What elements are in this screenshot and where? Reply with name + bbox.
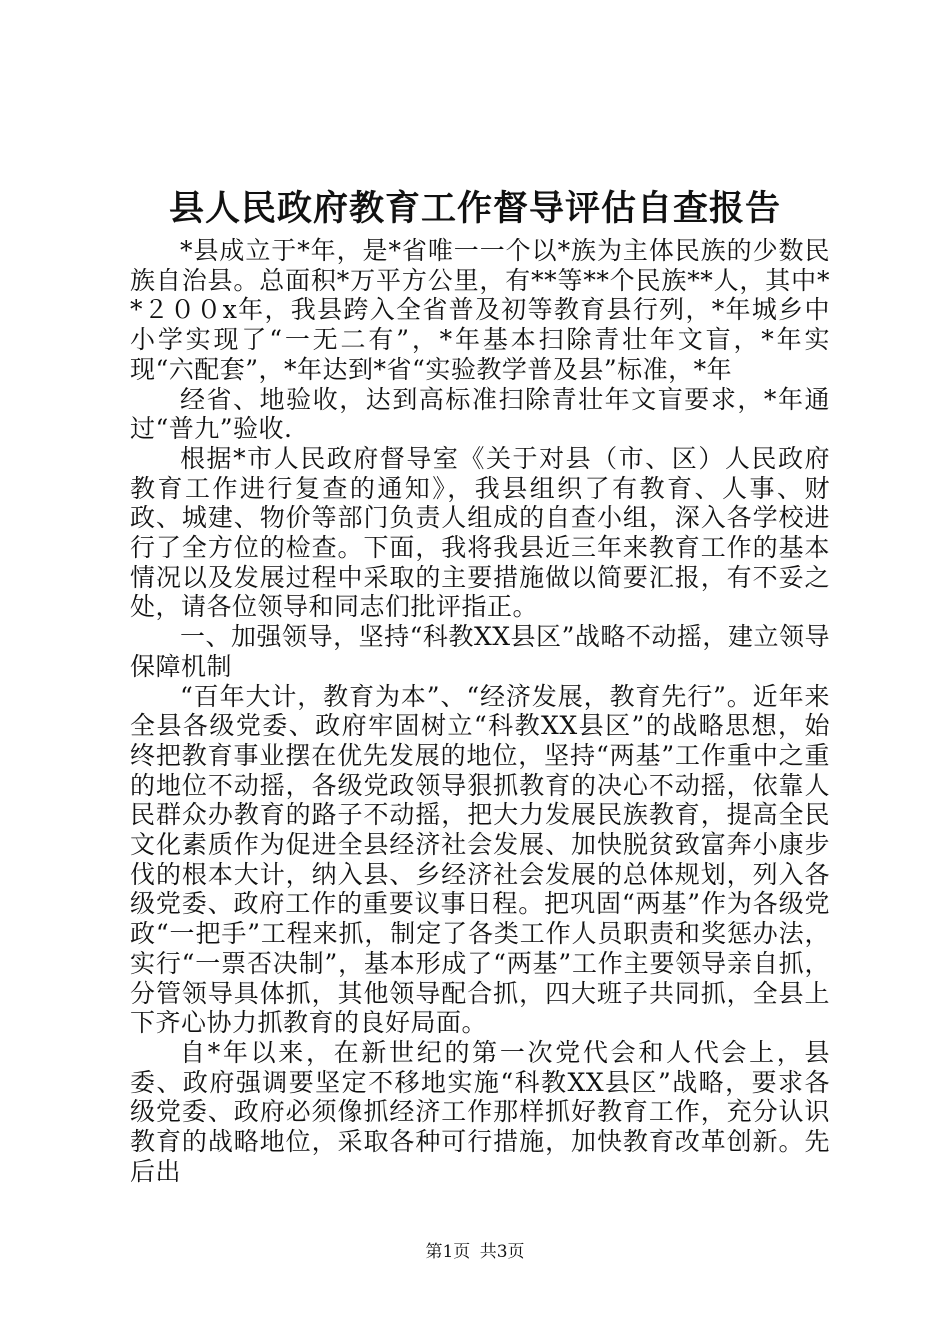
document-title: 县人民政府教育工作督导评估自查报告: [168, 188, 781, 229]
page-footer: [0, 1240, 950, 1264]
paragraph-basis: 根据*市人民政府督导室《关于对县（市、区）人民政府教育工作进行复查的通知》，我县组织了有教育、人事、财政、城建、物价等部门负责人组成的自查小组，深入各学校进行了全方位的检查。下面，我将我县近三年来教育工作的基本情况以及发展过程中采取的主要措施做以简要汇报，有不妥之处，请各位领导和同志们批评指正。: [130, 443, 830, 622]
page-number: 第1页: [425, 1242, 471, 1262]
paragraph-strategy: 自*年以来，在新世纪的第一次党代会和人代会上，县委、政府强调要坚定不移地实施“科教XX县区”战略，要求各级党委、政府必须像抓经济工作那样抓好教育工作，充分认识教育的战略地位，采取各种可行措施，加快教育改革创新。先后出: [130, 1037, 830, 1186]
document-body: [130, 236, 830, 1187]
paragraph-intro: *县成立于*年，是*省唯一一个以*族为主体民族的少数民族自治县。总面积*万平方公里，有**等**个民族**人，其中**２００x年，我县跨入全省普及初等教育县行列，*年城乡中小学实现了“一无二有”，*年基本扫除青壮年文盲，*年实现“六配套”，*年达到*省“实验教学普及县”标准，*年: [130, 236, 830, 384]
page-total: 共3页: [479, 1242, 525, 1262]
section-heading-1: 一、加强领导，坚持“科教XX县区”战略不动摇，建立领导保障机制: [130, 622, 830, 681]
paragraph-leadership: “百年大计，教育为本”、“经济发展，教育先行”。近年来全县各级党委、政府牢固树立“科教XX县区”的战略思想，始终把教育事业摆在优先发展的地位，坚持“两基”工作重中之重的地位不动摇，各级党政领导狠抓教育的决心不动摇，依靠人民群众办教育的路子不动摇，把大力发展民族教育，提高全民文化素质作为促进全县经济社会发展、加快脱贫致富奔小康步伐的根本大计，纳入县、乡经济社会发展的总体规划，列入各级党委、政府工作的重要议事日程。把巩固“两基”作为各级党政“一把手”工程来抓，制定了各类工作人员职责和奖惩办法，实行“一票否决制”，基本形成了“两基”工作主要领导亲自抓，分管领导具体抓，其他领导配合抓，四大班子共同抓，全县上下齐心协力抓教育的良好局面。: [130, 681, 830, 1038]
paragraph-acceptance: 经省、地验收，达到高标准扫除青壮年文盲要求，*年通过“普九”验收.: [130, 384, 830, 444]
